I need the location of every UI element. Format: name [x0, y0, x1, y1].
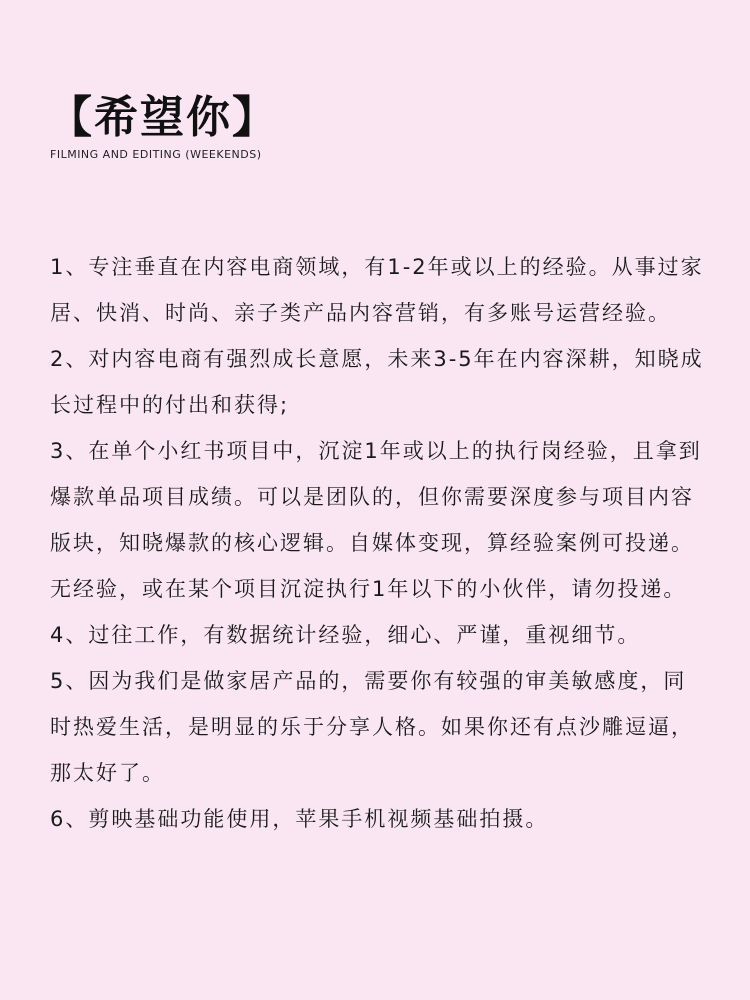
requirement-line: 2、对内容电商有强烈成长意愿，未来3-5年在内容深耕，知晓成: [50, 347, 704, 371]
page-subtitle: FILMING AND EDITING (WEEKENDS): [50, 148, 262, 161]
requirement-item-4: [50, 612, 710, 658]
requirement-line: 居、快消、时尚、亲子类产品内容营销，有多账号运营经验。: [50, 301, 671, 325]
requirement-line: 版块，知晓爆款的核心逻辑。自媒体变现，算经验案例可投递。: [50, 531, 694, 555]
requirement-line: 6、剪映基础功能使用，苹果手机视频基础拍摄。: [50, 807, 549, 831]
requirement-item-6: [50, 796, 710, 842]
requirement-line: 3、在单个小红书项目中，沉淀1年或以上的执行岗经验，且拿到: [50, 439, 702, 463]
requirement-item-2: [50, 336, 710, 428]
requirement-line: 长过程中的付出和获得;: [50, 393, 290, 417]
page-title: 【希望你】: [48, 92, 278, 143]
requirement-line: 无经验，或在某个项目沉淀执行1年以下的小伙伴，请勿投递。: [50, 577, 687, 601]
requirements-list: [50, 244, 710, 842]
requirement-item-3: [50, 428, 710, 612]
requirement-line: 爆款单品项目成绩。可以是团队的，但你需要深度参与项目内容: [50, 485, 694, 509]
requirement-line: 时热爱生活，是明显的乐于分享人格。如果你还有点沙雕逗逼，: [50, 715, 694, 739]
requirement-item-5: [50, 658, 710, 796]
requirement-line: 4、过往工作，有数据统计经验，细心、严谨，重视细节。: [50, 623, 641, 647]
requirement-line: 5、因为我们是做家居产品的，需要你有较强的审美敏感度，同: [50, 669, 687, 693]
requirement-line: 那太好了。: [50, 761, 165, 785]
requirement-line: 1、专注垂直在内容电商领域，有1-2年或以上的经验。从事过家: [50, 255, 704, 279]
requirement-item-1: [50, 244, 710, 336]
